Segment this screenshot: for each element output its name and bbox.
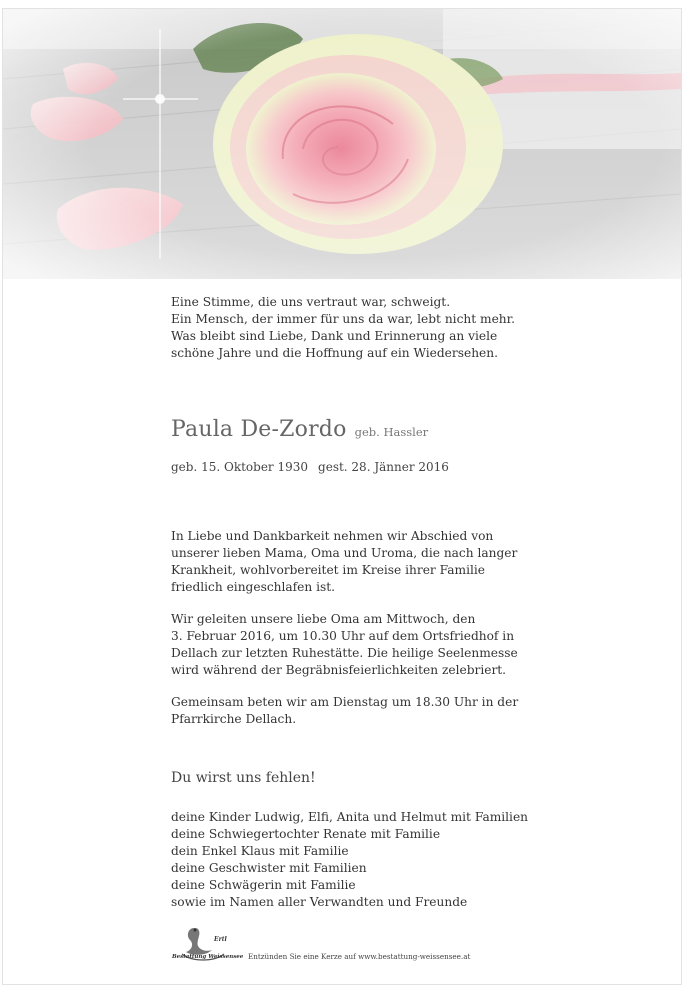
- text-line: friedlich eingeschlafen ist.: [171, 580, 336, 594]
- deceased-name-line: [171, 417, 428, 442]
- farewell-paragraph: [171, 528, 571, 596]
- life-dates: [171, 460, 449, 474]
- mourner-line: deine Schwiegertochter Renate mit Familie: [171, 827, 441, 841]
- text-line: wird während der Begräbnisfeierlichkeiten zelebriert.: [171, 663, 507, 677]
- mourner-line: dein Enkel Klaus mit Familie: [171, 844, 349, 858]
- poem-line: Was bleibt sind Liebe, Dank und Erinnerung an viele: [171, 329, 498, 343]
- poem-line: schöne Jahre und die Hoffnung auf ein Wiedersehen.: [171, 346, 498, 360]
- mourner-line: sowie im Namen aller Verwandten und Freunde: [171, 895, 468, 909]
- mourner-line: deine Schwägerin mit Familie: [171, 878, 356, 892]
- prayer-paragraph: [171, 694, 571, 728]
- funeral-home-logo: [170, 922, 244, 966]
- logo-text: Ertl: [214, 936, 227, 943]
- poem-line: Eine Stimme, die uns vertraut war, schweigt.: [171, 295, 451, 309]
- footer: [170, 922, 510, 966]
- death-date: gest. 28. Jänner 2016: [318, 460, 449, 474]
- farewell-heading: Du wirst uns fehlen!: [171, 770, 316, 786]
- text-line: Pfarrkirche Dellach.: [171, 712, 297, 726]
- logo-subtext: Bestattung Weissensee: [172, 954, 244, 960]
- mourners-list: [171, 809, 591, 911]
- memorial-poem: [171, 294, 591, 362]
- funeral-paragraph: [171, 611, 571, 679]
- birth-date: geb. 15. Oktober 1930: [171, 460, 309, 474]
- deceased-name: Paula De-Zordo: [171, 417, 347, 442]
- text-line: Gemeinsam beten wir am Dienstag um 18.30 Uhr in der: [171, 695, 519, 709]
- text-line: Dellach zur letzten Ruhestätte. Die heilige Seelenmesse: [171, 646, 518, 660]
- mourner-line: deine Kinder Ludwig, Elfi, Anita und Helmut mit Familien: [171, 810, 529, 824]
- text-line: Krankheit, wohlvorbereitet im Kreise ihrer Familie: [171, 563, 485, 577]
- poem-line: Ein Mensch, der immer für uns da war, lebt nicht mehr.: [171, 312, 515, 326]
- text-line: 3. Februar 2016, um 10.30 Uhr auf dem Ortsfriedhof in: [171, 629, 515, 643]
- text-line: In Liebe und Dankbarkeit nehmen wir Abschied von: [171, 529, 494, 543]
- candle-link-text[interactable]: Entzünden Sie eine Kerze auf www.bestattung-weissensee.at: [248, 952, 471, 961]
- text-line: Wir geleiten unsere liebe Oma am Mittwoch, den: [171, 612, 476, 626]
- text-line: unserer lieben Mama, Oma und Uroma, die nach langer: [171, 546, 518, 560]
- rose-header-image: [3, 9, 681, 279]
- mourner-line: deine Geschwister mit Familien: [171, 861, 367, 875]
- maiden-name: geb. Hassler: [354, 425, 429, 439]
